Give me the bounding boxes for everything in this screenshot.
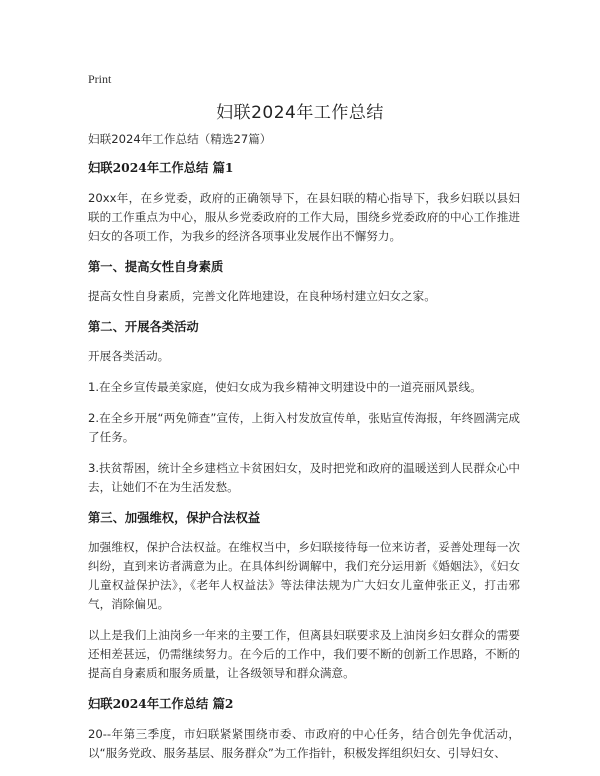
part2-heading: 妇联2024年工作总结 篇2 xyxy=(88,696,234,711)
section2-item-3: 3.扶贫帮困，统计全乡建档立卡贫困妇女，及时把党和政府的温暖送到人民群众心中去，让她们不在为生活发愁。 xyxy=(88,461,520,494)
section3-text: 加强维权，保护合法权益。在维权当中，乡妇联接待每一位来访者，妥善处理每一次纠纷，直到来访者满意为止。在具体纠纷调解中，我们充分运用新《婚姻法》，《妇女儿童权益保护法》，《老年人权益法》等法律法规为广大妇女儿童伸张正义，打击邪气，消除偏见。 xyxy=(88,540,520,611)
section1-heading: 第一、提高女性自身素质 xyxy=(88,259,224,274)
section2-item-2: 2.在全乡开展“两免筛查”宣传，上街入村发放宣传单，张贴宣传海报，年终圆满完成了任务。 xyxy=(88,411,520,444)
section1-text: 提高女性自身素质，完善文化阵地建设，在良种场村建立妇女之家。 xyxy=(88,289,436,303)
page-title: 妇联2024年工作总结 xyxy=(216,103,384,123)
intro-paragraph: 20xx年，在乡党委，政府的正确领导下，在县妇联的精心指导下，我乡妇联以县妇联的工作重点为中心，服从乡党委政府的工作大局，围绕乡党委政府的中心工作推进妇女的各项工作，为我乡的经济各项事业发展作出不懈努力。 xyxy=(88,191,520,243)
section2-heading: 第二、开展各类活动 xyxy=(88,319,199,334)
part1-heading: 妇联2024年工作总结 篇1 xyxy=(88,160,234,175)
conclusion-paragraph: 以上是我们上油岗乡一年来的主要工作，但离县妇联要求及上油岗乡妇女群众的需要还相差甚远，仍需继续努力。在今后的工作中，我们要不断的创新工作思路，不断的提高自身素质和服务质量，让各级领导和群众满意。 xyxy=(88,628,520,680)
section2-item-1: 1.在全乡宣传最美家庭，使妇女成为我乡精神文明建设中的一道亮丽风景线。 xyxy=(88,380,482,394)
section2-text: 开展各类活动。 xyxy=(88,349,170,363)
document-body xyxy=(88,130,520,775)
print-link[interactable]: Print xyxy=(88,72,112,86)
section3-heading: 第三、加强维权，保护合法权益 xyxy=(88,510,261,525)
part2-intro: 20--年第三季度，市妇联紧紧围绕市委、市政府的中心任务，结合创先争优活动，以“服务党政、服务基层、服务群众”为工作指针，积极发挥组织妇女、引导妇女、 xyxy=(88,727,520,760)
document-subtitle: 妇联2024年工作总结（精选27篇） xyxy=(88,132,272,146)
